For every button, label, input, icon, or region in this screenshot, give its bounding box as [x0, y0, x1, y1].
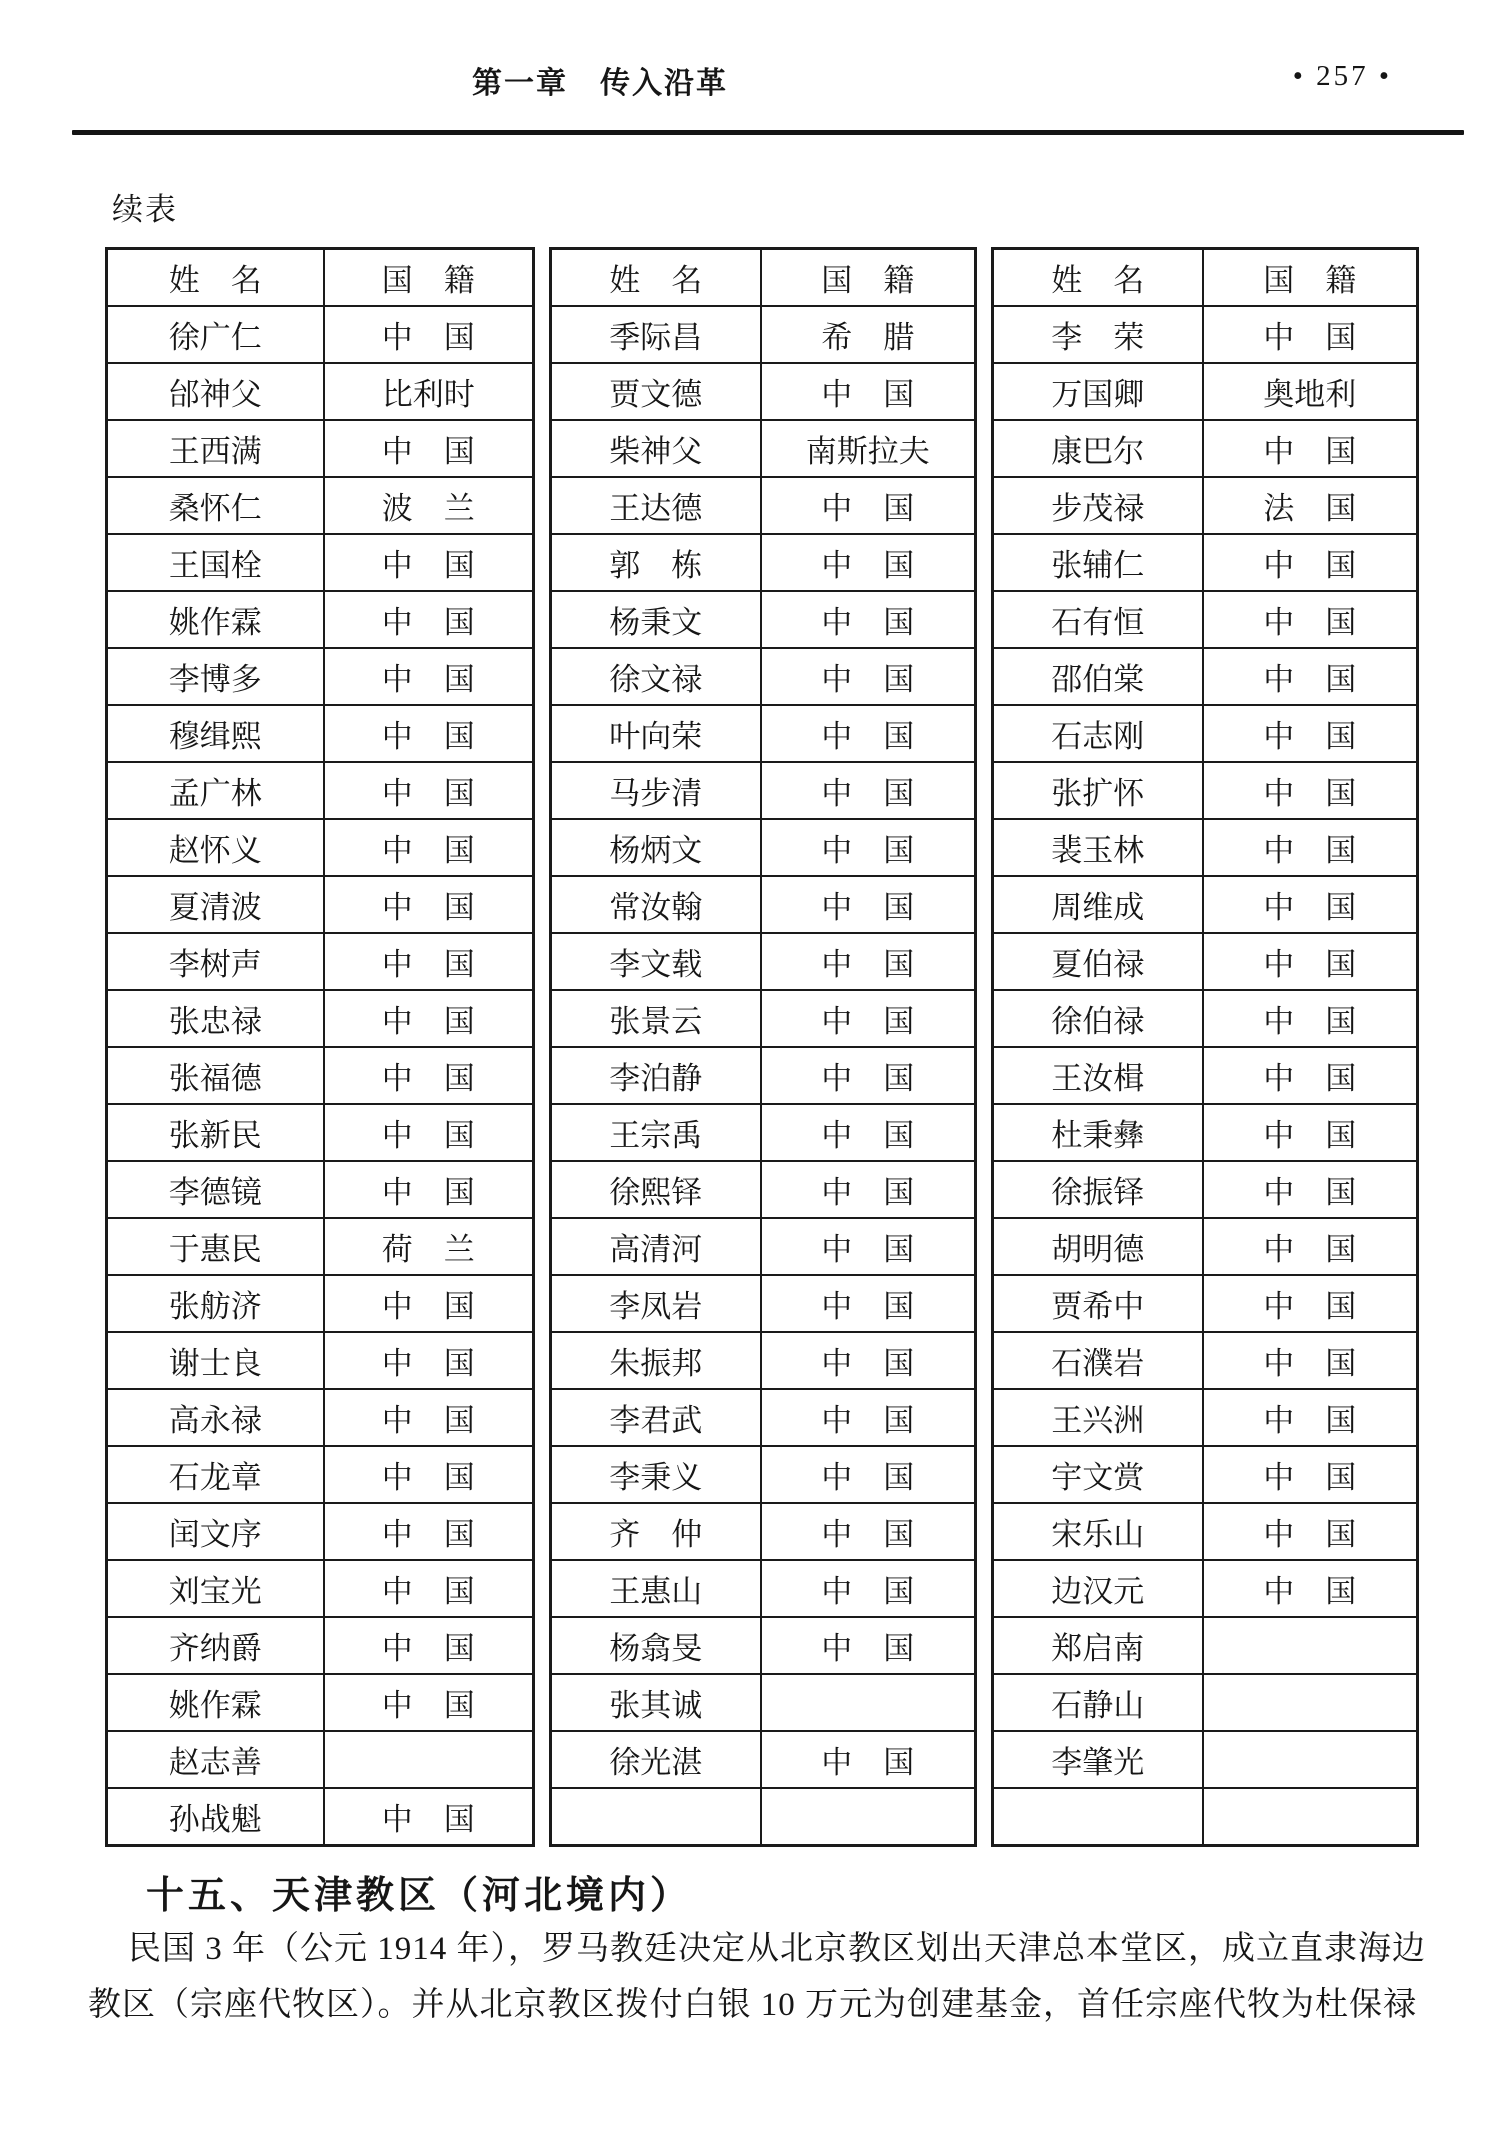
person-name-cell: 李肇光	[993, 1731, 1203, 1788]
person-name-cell: 石志刚	[993, 705, 1203, 762]
person-name-cell: 王宗禹	[551, 1104, 761, 1161]
person-name-cell: 孙战魁	[107, 1788, 324, 1846]
person-name-cell: 桑怀仁	[107, 477, 324, 534]
person-name-cell: 张扩怀	[993, 762, 1203, 819]
nationality-cell: 中 国	[324, 591, 534, 648]
table-row	[993, 534, 1418, 591]
person-name-cell: 高清河	[551, 1218, 761, 1275]
table-row	[107, 1674, 534, 1731]
table-row	[551, 591, 976, 648]
person-name-cell: 李德镜	[107, 1161, 324, 1218]
table-row	[993, 477, 1418, 534]
nationality-cell: 中 国	[761, 1503, 976, 1560]
person-name-cell	[551, 1788, 761, 1846]
name-column-header: 姓 名	[551, 249, 761, 307]
person-name-cell: 贾希中	[993, 1275, 1203, 1332]
nationality-cell: 中 国	[1203, 306, 1418, 363]
table-row	[551, 876, 976, 933]
table-row	[993, 933, 1418, 990]
table-row	[551, 990, 976, 1047]
table-row	[993, 1218, 1418, 1275]
person-name-cell: 徐熙铎	[551, 1161, 761, 1218]
nationality-cell: 荷 兰	[324, 1218, 534, 1275]
nationality-column-header: 国 籍	[1203, 249, 1418, 307]
nationality-cell: 中 国	[761, 1617, 976, 1674]
table-row	[993, 363, 1418, 420]
table-row	[107, 762, 534, 819]
person-name-cell: 徐振铎	[993, 1161, 1203, 1218]
header-rule	[72, 130, 1464, 135]
person-name-cell: 常汝翰	[551, 876, 761, 933]
person-name-cell: 姚作霖	[107, 591, 324, 648]
table-row	[551, 1788, 976, 1846]
person-name-cell: 季际昌	[551, 306, 761, 363]
nationality-cell: 比利时	[324, 363, 534, 420]
person-name-cell: 邰神父	[107, 363, 324, 420]
person-name-cell: 李文载	[551, 933, 761, 990]
nationality-cell: 中 国	[761, 1332, 976, 1389]
nationality-cell: 中 国	[1203, 1332, 1418, 1389]
running-header	[0, 58, 1500, 98]
name-column-header: 姓 名	[993, 249, 1203, 307]
nationality-cell: 中 国	[761, 534, 976, 591]
person-name-cell: 石龙章	[107, 1446, 324, 1503]
table-row	[993, 1617, 1418, 1674]
person-name-cell: 石濮岩	[993, 1332, 1203, 1389]
table-row	[107, 876, 534, 933]
table-row	[551, 1389, 976, 1446]
nationality-cell: 中 国	[1203, 876, 1418, 933]
table-row	[107, 363, 534, 420]
person-name-cell: 赵志善	[107, 1731, 324, 1788]
nationality-cell: 中 国	[761, 762, 976, 819]
table-row	[551, 819, 976, 876]
table-row	[107, 1617, 534, 1674]
nationality-cell: 中 国	[324, 648, 534, 705]
nationality-cell: 中 国	[324, 1617, 534, 1674]
table-row	[107, 1788, 534, 1846]
person-name-cell: 张景云	[551, 990, 761, 1047]
nationality-cell: 中 国	[761, 1731, 976, 1788]
table-row	[551, 1332, 976, 1389]
nationality-cell: 中 国	[761, 1218, 976, 1275]
table-row	[551, 306, 976, 363]
nationality-cell: 中 国	[1203, 705, 1418, 762]
nationality-cell: 中 国	[761, 591, 976, 648]
nationality-cell: 中 国	[1203, 1275, 1418, 1332]
nationality-cell: 中 国	[761, 477, 976, 534]
nationality-cell	[324, 1731, 534, 1788]
nationality-column-header: 国 籍	[761, 249, 976, 307]
nationality-cell: 中 国	[761, 933, 976, 990]
person-name-cell: 步茂禄	[993, 477, 1203, 534]
table-row	[993, 1446, 1418, 1503]
person-name-cell: 徐广仁	[107, 306, 324, 363]
nationality-cell: 法 国	[1203, 477, 1418, 534]
table-row	[993, 762, 1418, 819]
header-row	[993, 249, 1418, 307]
nationality-cell: 中 国	[1203, 1104, 1418, 1161]
person-name-cell: 贾文德	[551, 363, 761, 420]
nationality-cell: 中 国	[1203, 534, 1418, 591]
table-row	[107, 990, 534, 1047]
nationality-cell: 中 国	[761, 1161, 976, 1218]
chapter-title: 第一章 传入沿革	[472, 67, 728, 100]
person-name-cell: 石有恒	[993, 591, 1203, 648]
table-row	[551, 1218, 976, 1275]
person-name-cell: 石静山	[993, 1674, 1203, 1731]
roster-tables	[105, 247, 1419, 1847]
person-name-cell: 谢士良	[107, 1332, 324, 1389]
nationality-cell	[761, 1788, 976, 1846]
table-row	[993, 1731, 1418, 1788]
nationality-cell: 中 国	[324, 1503, 534, 1560]
person-name-cell: 张辅仁	[993, 534, 1203, 591]
nationality-cell	[1203, 1731, 1418, 1788]
nationality-cell: 中 国	[1203, 420, 1418, 477]
table-row	[993, 1332, 1418, 1389]
nationality-cell	[1203, 1617, 1418, 1674]
person-name-cell: 叶向荣	[551, 705, 761, 762]
nationality-cell: 中 国	[761, 1047, 976, 1104]
table-row	[551, 648, 976, 705]
nationality-cell: 中 国	[324, 990, 534, 1047]
table-row	[551, 534, 976, 591]
person-name-cell: 王兴洲	[993, 1389, 1203, 1446]
person-name-cell: 赵怀义	[107, 819, 324, 876]
nationality-cell: 中 国	[324, 1047, 534, 1104]
nationality-cell: 中 国	[761, 1275, 976, 1332]
person-name-cell: 徐伯禄	[993, 990, 1203, 1047]
nationality-cell: 中 国	[324, 1674, 534, 1731]
table-row	[551, 1674, 976, 1731]
person-name-cell: 张舫济	[107, 1275, 324, 1332]
person-name-cell: 郭 栋	[551, 534, 761, 591]
nationality-cell: 南斯拉夫	[761, 420, 976, 477]
table-row	[107, 1389, 534, 1446]
person-name-cell: 李 荣	[993, 306, 1203, 363]
nationality-cell: 中 国	[1203, 1389, 1418, 1446]
table-row	[107, 1446, 534, 1503]
table-row	[993, 591, 1418, 648]
table-row	[551, 705, 976, 762]
nationality-cell: 中 国	[761, 648, 976, 705]
person-name-cell: 李博多	[107, 648, 324, 705]
table-row	[551, 1503, 976, 1560]
nationality-cell: 中 国	[1203, 819, 1418, 876]
nationality-cell: 中 国	[324, 420, 534, 477]
nationality-cell: 中 国	[324, 1560, 534, 1617]
table-row	[551, 363, 976, 420]
nationality-cell: 希 腊	[761, 306, 976, 363]
nationality-cell: 中 国	[1203, 762, 1418, 819]
table-row	[107, 819, 534, 876]
table-row	[993, 876, 1418, 933]
nationality-cell: 中 国	[761, 1446, 976, 1503]
nationality-cell	[1203, 1788, 1418, 1846]
table-row	[107, 1275, 534, 1332]
nationality-cell: 中 国	[324, 1332, 534, 1389]
table-row	[107, 477, 534, 534]
person-name-cell: 王达德	[551, 477, 761, 534]
table-row	[993, 648, 1418, 705]
person-name-cell: 李树声	[107, 933, 324, 990]
table-row	[993, 990, 1418, 1047]
person-name-cell: 裴玉林	[993, 819, 1203, 876]
person-name-cell: 宋乐山	[993, 1503, 1203, 1560]
person-name-cell: 张福德	[107, 1047, 324, 1104]
table-row	[107, 648, 534, 705]
nationality-cell	[761, 1674, 976, 1731]
nationality-cell: 中 国	[324, 705, 534, 762]
table-row	[551, 1104, 976, 1161]
table-row	[107, 534, 534, 591]
table-row	[993, 1503, 1418, 1560]
nationality-cell: 中 国	[324, 534, 534, 591]
table-caption: 续表	[112, 192, 178, 227]
nationality-cell: 中 国	[324, 306, 534, 363]
nationality-cell: 中 国	[761, 1560, 976, 1617]
nationality-cell	[1203, 1674, 1418, 1731]
person-name-cell: 夏清波	[107, 876, 324, 933]
nationality-cell: 中 国	[1203, 1047, 1418, 1104]
person-name-cell: 闰文序	[107, 1503, 324, 1560]
table-row	[993, 705, 1418, 762]
table-row	[993, 1560, 1418, 1617]
table-row	[107, 306, 534, 363]
person-name-cell: 康巴尔	[993, 420, 1203, 477]
person-name-cell: 杨炳文	[551, 819, 761, 876]
table-row	[551, 1560, 976, 1617]
person-name-cell: 徐文禄	[551, 648, 761, 705]
nationality-cell: 中 国	[324, 1104, 534, 1161]
person-name-cell: 徐光湛	[551, 1731, 761, 1788]
person-name-cell: 姚作霖	[107, 1674, 324, 1731]
table-row	[551, 1275, 976, 1332]
nationality-cell: 中 国	[761, 1389, 976, 1446]
person-name-cell: 夏伯禄	[993, 933, 1203, 990]
table-row	[551, 420, 976, 477]
table-row	[993, 819, 1418, 876]
person-name-cell: 孟广林	[107, 762, 324, 819]
nationality-cell: 中 国	[1203, 1560, 1418, 1617]
person-name-cell: 边汉元	[993, 1560, 1203, 1617]
person-name-cell: 高永禄	[107, 1389, 324, 1446]
nationality-cell: 奥地利	[1203, 363, 1418, 420]
nationality-cell: 中 国	[324, 1275, 534, 1332]
nationality-cell: 中 国	[1203, 1161, 1418, 1218]
nationality-cell: 中 国	[761, 705, 976, 762]
person-name-cell: 李泊静	[551, 1047, 761, 1104]
table-row	[551, 477, 976, 534]
person-name-cell: 杜秉彝	[993, 1104, 1203, 1161]
nationality-cell: 中 国	[761, 990, 976, 1047]
nationality-cell: 中 国	[1203, 1218, 1418, 1275]
table-row	[993, 1161, 1418, 1218]
person-name-cell: 胡明德	[993, 1218, 1203, 1275]
person-name-cell: 朱振邦	[551, 1332, 761, 1389]
person-name-cell: 宇文赏	[993, 1446, 1203, 1503]
person-name-cell	[993, 1788, 1203, 1846]
person-name-cell: 杨秉文	[551, 591, 761, 648]
roster-table-middle	[549, 247, 977, 1847]
table-row	[993, 306, 1418, 363]
nationality-cell: 中 国	[761, 876, 976, 933]
nationality-cell: 中 国	[1203, 591, 1418, 648]
table-row	[107, 420, 534, 477]
table-row	[107, 933, 534, 990]
person-name-cell: 刘宝光	[107, 1560, 324, 1617]
person-name-cell: 郑启南	[993, 1617, 1203, 1674]
table-row	[107, 1218, 534, 1275]
nationality-cell: 中 国	[1203, 1446, 1418, 1503]
person-name-cell: 王汝楫	[993, 1047, 1203, 1104]
header-row	[551, 249, 976, 307]
nationality-cell: 中 国	[324, 819, 534, 876]
person-name-cell: 齐纳爵	[107, 1617, 324, 1674]
person-name-cell: 穆缉熙	[107, 705, 324, 762]
table-row	[993, 1788, 1418, 1846]
person-name-cell: 齐 仲	[551, 1503, 761, 1560]
name-column-header: 姓 名	[107, 249, 324, 307]
nationality-cell: 中 国	[1203, 648, 1418, 705]
nationality-cell: 中 国	[1203, 933, 1418, 990]
page-number: • 257 •	[1292, 60, 1392, 92]
nationality-cell: 中 国	[324, 1389, 534, 1446]
person-name-cell: 李凤岩	[551, 1275, 761, 1332]
nationality-cell: 中 国	[761, 819, 976, 876]
person-name-cell: 张新民	[107, 1104, 324, 1161]
person-name-cell: 王西满	[107, 420, 324, 477]
table-row	[107, 1047, 534, 1104]
table-row	[551, 933, 976, 990]
person-name-cell: 王国栓	[107, 534, 324, 591]
nationality-cell: 中 国	[1203, 990, 1418, 1047]
header-row	[107, 249, 534, 307]
table-row	[107, 1161, 534, 1218]
person-name-cell: 杨翕旻	[551, 1617, 761, 1674]
nationality-column-header: 国 籍	[324, 249, 534, 307]
table-row	[551, 1617, 976, 1674]
table-row	[107, 1332, 534, 1389]
person-name-cell: 于惠民	[107, 1218, 324, 1275]
table-row	[993, 1275, 1418, 1332]
nationality-cell: 波 兰	[324, 477, 534, 534]
person-name-cell: 周维成	[993, 876, 1203, 933]
table-row	[993, 1674, 1418, 1731]
table-row	[993, 1047, 1418, 1104]
person-name-cell: 邵伯棠	[993, 648, 1203, 705]
nationality-cell: 中 国	[324, 933, 534, 990]
nationality-cell: 中 国	[324, 876, 534, 933]
nationality-cell: 中 国	[324, 1161, 534, 1218]
nationality-cell: 中 国	[324, 762, 534, 819]
person-name-cell: 李秉义	[551, 1446, 761, 1503]
nationality-cell: 中 国	[324, 1446, 534, 1503]
roster-table-right	[991, 247, 1419, 1847]
table-row	[551, 1446, 976, 1503]
paragraph-line-1: 民国 3 年（公元 1914 年），罗马教廷决定从北京教区划出天津总本堂区，成立直隶海边	[128, 1931, 1426, 1967]
person-name-cell: 张忠禄	[107, 990, 324, 1047]
nationality-cell: 中 国	[761, 363, 976, 420]
table-row	[107, 705, 534, 762]
paragraph-line-2: 教区（宗座代牧区）。并从北京教区拨付白银 10 万元为创建基金，首任宗座代牧为杜保禄	[88, 1987, 1417, 2023]
table-row	[551, 762, 976, 819]
table-row	[993, 420, 1418, 477]
table-row	[551, 1047, 976, 1104]
table-row	[107, 1503, 534, 1560]
person-name-cell: 王惠山	[551, 1560, 761, 1617]
table-row	[107, 1104, 534, 1161]
nationality-cell: 中 国	[1203, 1503, 1418, 1560]
table-row	[551, 1731, 976, 1788]
nationality-cell: 中 国	[761, 1104, 976, 1161]
table-row	[993, 1389, 1418, 1446]
table-row	[107, 1731, 534, 1788]
person-name-cell: 李君武	[551, 1389, 761, 1446]
nationality-cell: 中 国	[324, 1788, 534, 1846]
table-row	[993, 1104, 1418, 1161]
section-heading: 十五、天津教区（河北境内）	[146, 1875, 693, 1917]
roster-table-left	[105, 247, 535, 1847]
person-name-cell: 万国卿	[993, 363, 1203, 420]
table-row	[107, 591, 534, 648]
table-row	[107, 1560, 534, 1617]
person-name-cell: 柴神父	[551, 420, 761, 477]
person-name-cell: 张其诚	[551, 1674, 761, 1731]
table-row	[551, 1161, 976, 1218]
person-name-cell: 马步清	[551, 762, 761, 819]
